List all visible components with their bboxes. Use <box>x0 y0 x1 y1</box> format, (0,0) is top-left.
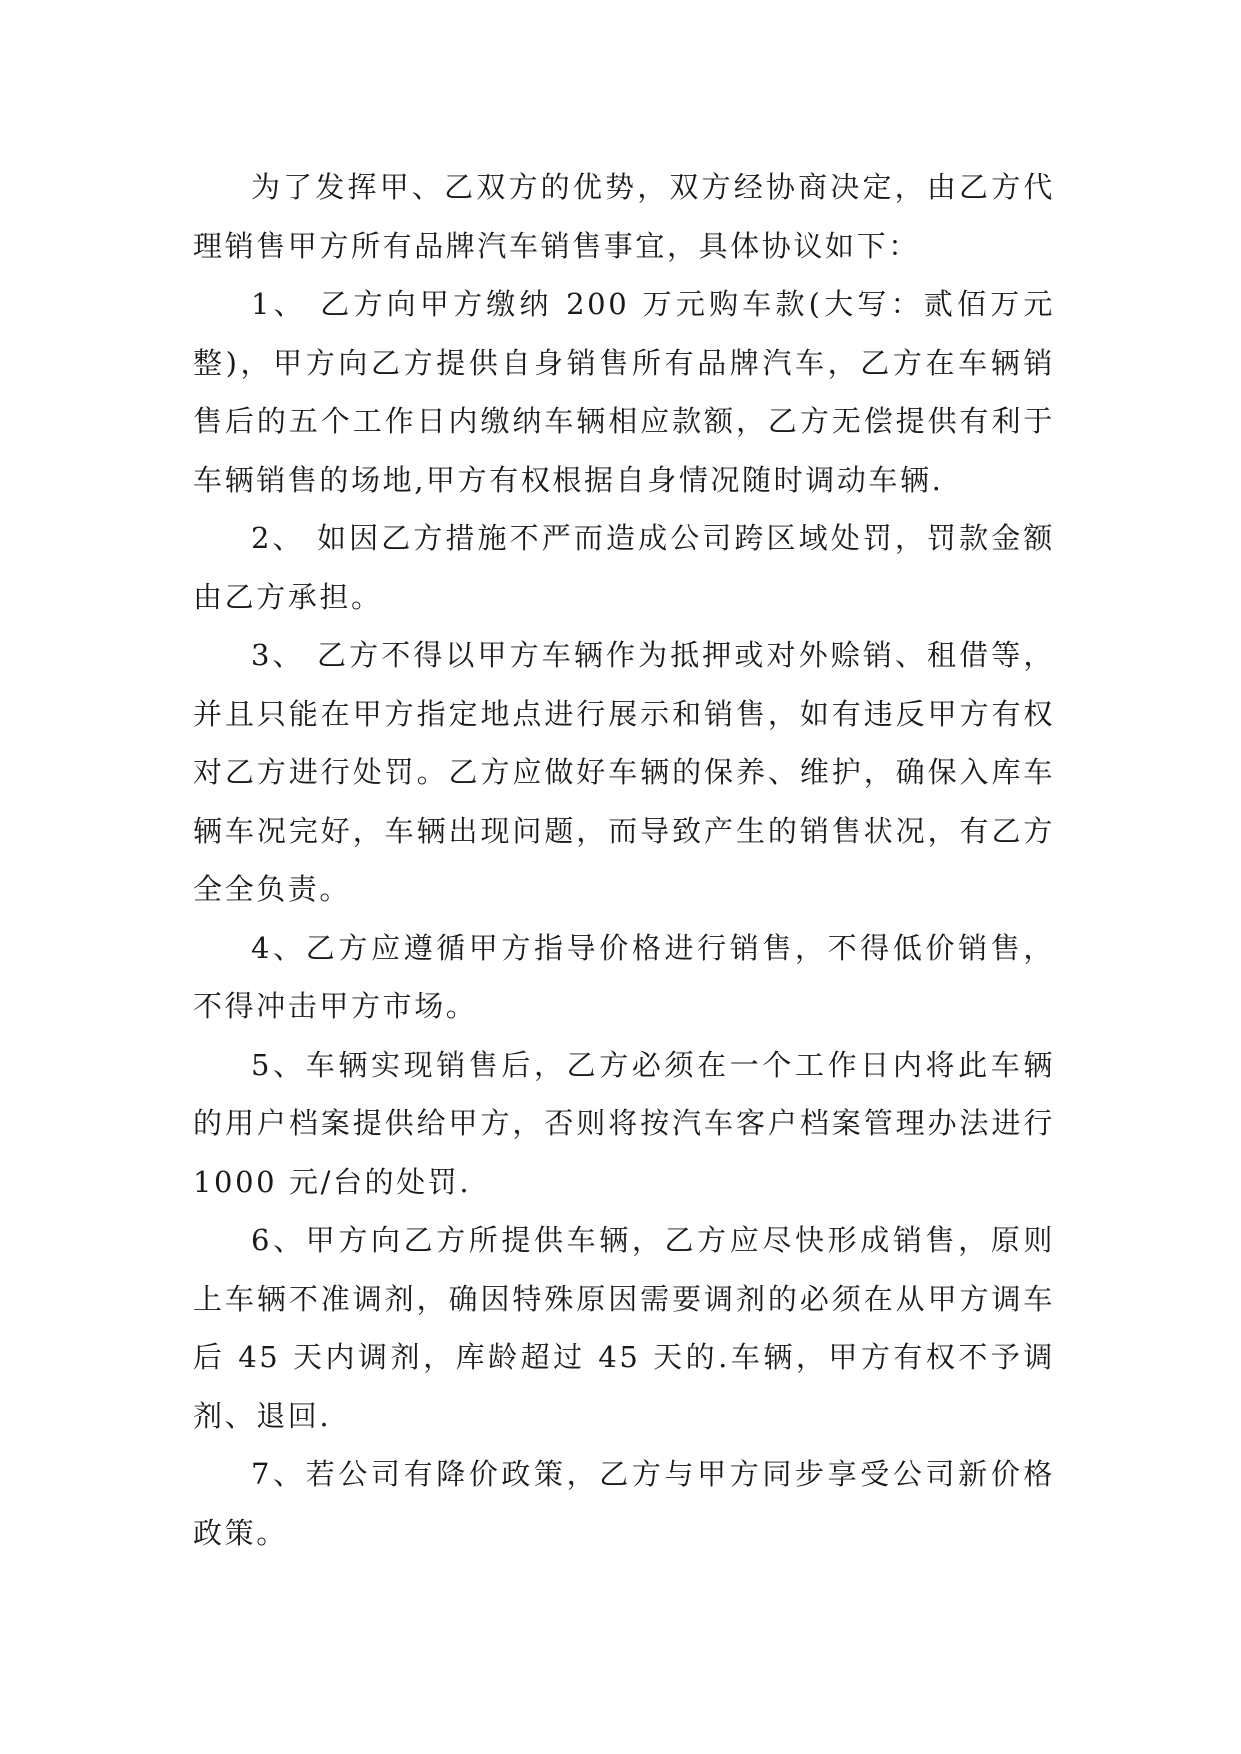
clause-3: 3、 乙方不得以甲方车辆作为抵押或对外赊销、租借等，并且只能在甲方指定地点进行展示和销售，如有违反甲方有权对乙方进行处罚。乙方应做好车辆的保养、维护，确保入库车辆车况完好，车辆出现问题，而导致产生的销售状况，有乙方全全负责。 <box>193 638 1055 906</box>
clause-7: 7、若公司有降价政策，乙方与甲方同步享受公司新价格政策。 <box>193 1457 1055 1550</box>
clause-1: 1、 乙方向甲方缴纳 200 万元购车款(大写：贰佰万元整)，甲方向乙方提供自身销售所有品牌汽车，乙方在车辆销售后的五个工作日内缴纳车辆相应款额，乙方无偿提供有利于车辆销售的场地,甲方有权根据自身情况随时调动车辆. <box>193 287 1055 497</box>
clause-2: 2、 如因乙方措施不严而造成公司跨区域处罚，罚款金额由乙方承担。 <box>193 521 1055 614</box>
document-body <box>193 158 1055 1562</box>
clause-4: 4、乙方应遵循甲方指导价格进行销售，不得低价销售，不得冲击甲方市场。 <box>193 930 1055 1023</box>
clause-6: 6、甲方向乙方所提供车辆，乙方应尽快形成销售，原则上车辆不准调剂，确因特殊原因需要调剂的必须在从甲方调车后 45 天内调剂，库龄超过 45 天的.车辆，甲方有权不予调剂、退回. <box>193 1223 1055 1433</box>
intro-paragraph: 为了发挥甲、乙双方的优势，双方经协商决定，由乙方代理销售甲方所有品牌汽车销售事宜，具体协议如下： <box>193 170 1055 263</box>
clause-5: 5、车辆实现销售后，乙方必须在一个工作日内将此车辆的用户档案提供给甲方，否则将按汽车客户档案管理办法进行 1000 元/台的处罚. <box>193 1047 1055 1199</box>
